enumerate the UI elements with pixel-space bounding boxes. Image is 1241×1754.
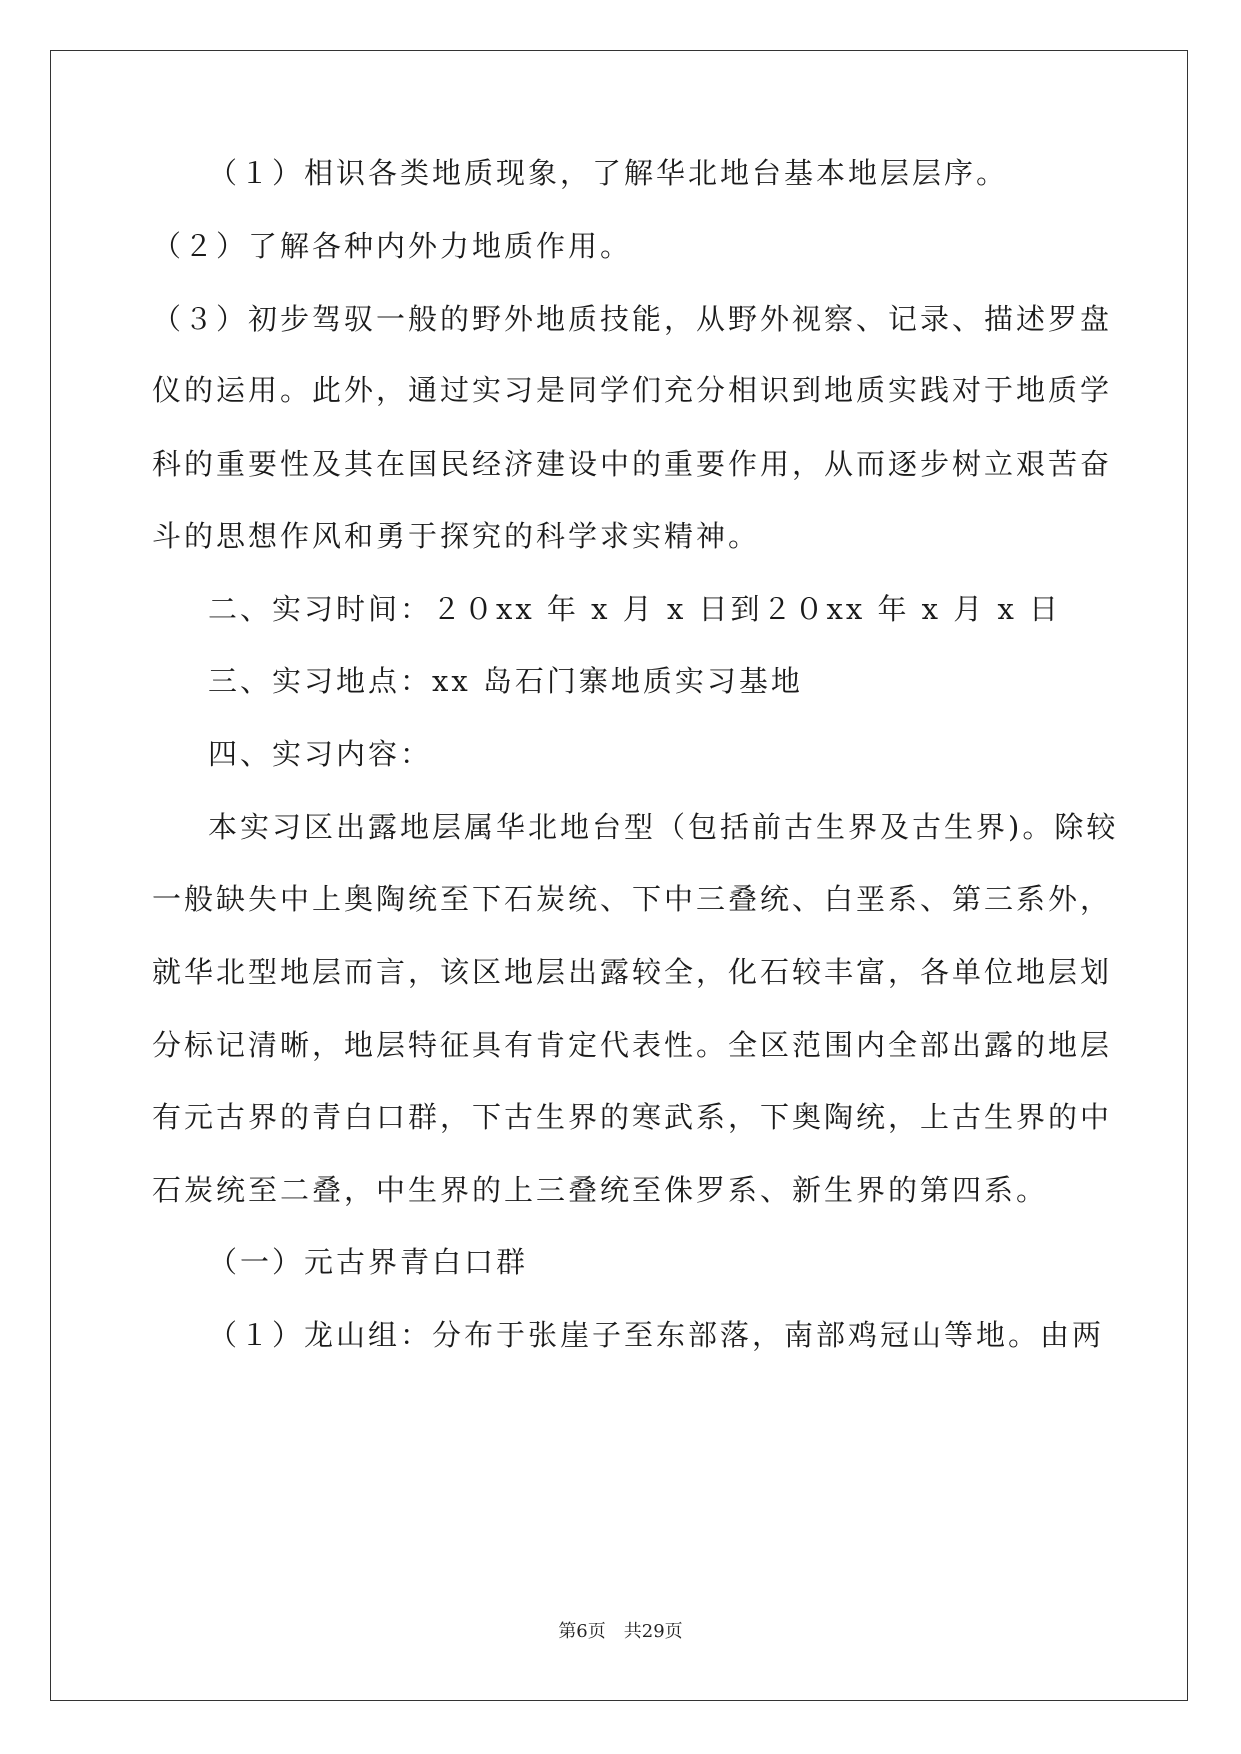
section-heading-location: 三、实习地点：xx 岛石门寨地质实习基地 — [208, 664, 803, 698]
page-total: 共29页 — [623, 1621, 683, 1642]
paragraph-line: 仪的运用。此外，通过实习是同学们充分相识到地质实践对于地质学 — [152, 373, 1113, 407]
paragraph-line: （２）了解各种内外力地质作用。 — [152, 229, 633, 263]
paragraph-line: （３）初步驾驭一般的野外地质技能，从野外视察、记录、描述罗盘 — [152, 302, 1113, 336]
paragraph-line: （１）龙山组：分布于张崖子至东部落，南部鸡冠山等地。由两 — [208, 1318, 1105, 1352]
paragraph-line: 斗的思想作风和勇于探究的科学求实精神。 — [152, 519, 761, 553]
section-heading-content: 四、实习内容： — [208, 737, 433, 771]
section-heading-time: 二、实习时间：２０xx 年 x 月 x 日到２０xx 年 x 月 x 日 — [208, 592, 1062, 626]
page-border — [50, 50, 1188, 1701]
paragraph-line: 有元古界的青白口群，下古生界的寒武系，下奥陶统，上古生界的中 — [152, 1100, 1113, 1134]
paragraph-line: 就华北型地层而言，该区地层出露较全，化石较丰富，各单位地层划 — [152, 955, 1113, 989]
paragraph-line: 一般缺失中上奥陶统至下石炭统、下中三叠统、白垩系、第三系外， — [152, 882, 1113, 916]
paragraph-line: 科的重要性及其在国民经济建设中的重要作用，从而逐步树立艰苦奋 — [152, 447, 1113, 481]
page-number: 第6页 — [558, 1621, 606, 1642]
page-footer — [0, 1620, 1241, 1644]
paragraph-line: （１）相识各类地质现象，了解华北地台基本地层层序。 — [208, 156, 1009, 190]
paragraph-line: 分标记清晰，地层特征具有肯定代表性。全区范围内全部出露的地层 — [152, 1028, 1113, 1062]
paragraph-line: 石炭统至二叠，中生界的上三叠统至侏罗系、新生界的第四系。 — [152, 1173, 1049, 1207]
paragraph-line: 本实习区出露地层属华北地台型（包括前古生界及古生界)。除较 — [208, 810, 1119, 844]
subsection-heading: （一）元古界青白口群 — [208, 1245, 529, 1279]
